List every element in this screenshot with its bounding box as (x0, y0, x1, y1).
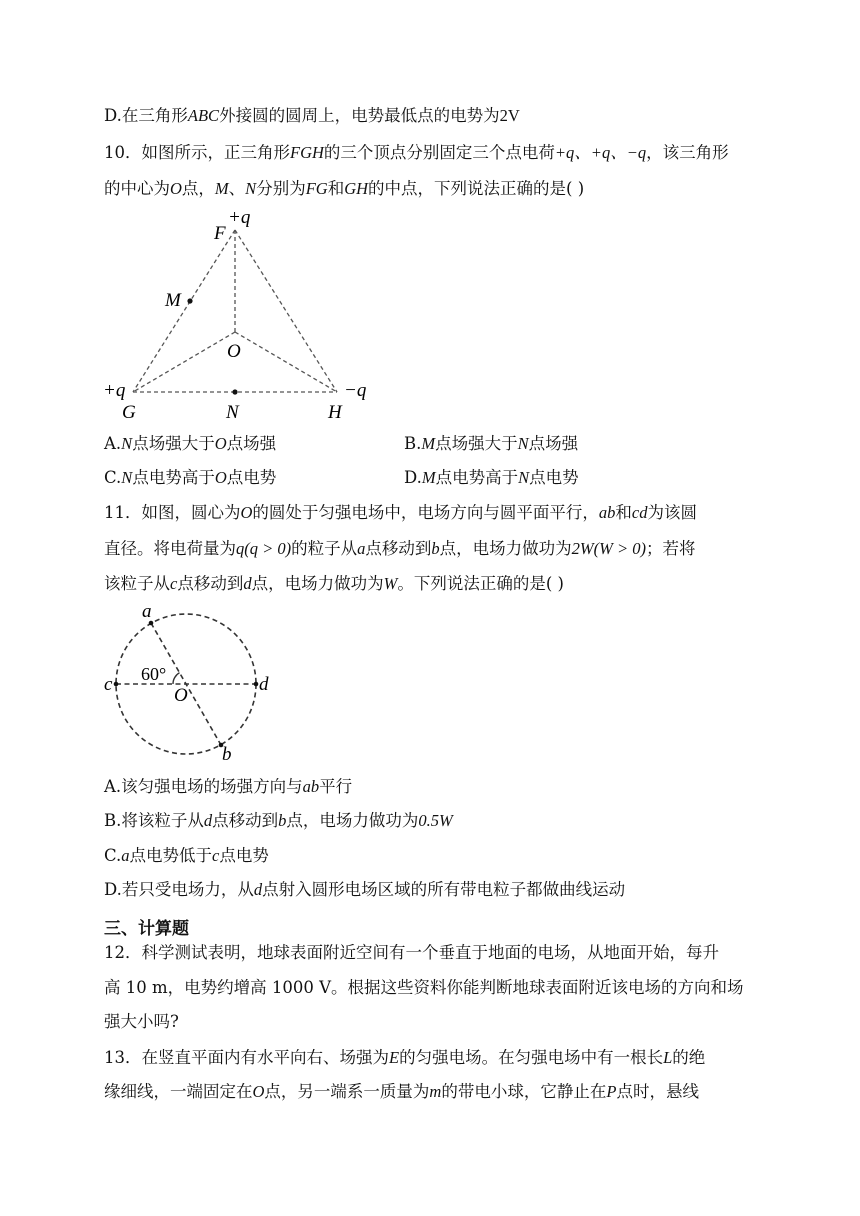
label-b: b (222, 744, 232, 765)
q10-option-d: D.M点电势高于N点电势 (404, 468, 579, 487)
label-a: a (142, 601, 152, 622)
q11-option-b: B.将该粒子从d点移动到b点，电场力做功为0.5W (104, 811, 453, 830)
q11-stem-line3: 该粒子从c点移动到d点，电场力做功为W。下列说法正确的是( ) (104, 574, 564, 593)
q11-option-c: C.a点电势低于c点电势 (104, 846, 269, 865)
label-f: F (214, 223, 226, 244)
label-n: N (226, 402, 239, 423)
label-o: O (174, 685, 188, 706)
charge-g-label: +q (103, 380, 126, 401)
q11-circle-figure (100, 600, 290, 765)
q12-line2: 高 10 m，电势约增高 1000 V。根据这些资料你能判断地球表面附近该电场的方向和场 (104, 978, 744, 997)
q12-line1: 12．科学测试表明，地球表面附近空间有一个垂直于地面的电场，从地面开始，每升 (104, 943, 719, 962)
charge-f-label: +q (228, 207, 251, 228)
point-c-dot (114, 682, 119, 687)
q13-line1: 13．在竖直平面内有水平向右、场强为E的匀强电场。在匀强电场中有一根长L的绝 (104, 1048, 706, 1067)
charge-h-label: −q (344, 380, 367, 401)
label-d: d (259, 674, 269, 695)
q10-option-c: C.N点电势高于O点电势 (104, 468, 277, 487)
label-o: O (227, 341, 241, 362)
q10-option-a: A.N点场强大于O点场强 (104, 434, 277, 453)
q11-stem-line2: 直径。将电荷量为q(q > 0)的粒子从a点移动到b点，电场力做功为2W(W > 0)；若将 (104, 539, 696, 558)
q10-option-b: B.M点场强大于N点场强 (404, 434, 579, 453)
label-g: G (122, 402, 136, 423)
q11-option-a: A.该匀强电场的场强方向与ab平行 (104, 777, 353, 796)
q9-option-d: D.在三角形ABC外接圆的圆周上，电势最低点的电势为2V (104, 106, 520, 125)
q10-triangle-figure (95, 205, 385, 425)
q11-option-d: D.若只受电场力，从d点射入圆形电场区域的所有带电粒子都做曲线运动 (104, 880, 626, 899)
section-heading-calculation: 三、计算题 (104, 919, 189, 939)
label-c: c (104, 674, 113, 695)
q10-stem-line2: 的中心为O点，M、N分别为FG和GH的中点，下列说法正确的是( ) (104, 179, 585, 198)
q13-line2: 缘细线，一端固定在O点，另一端系一质量为m的带电小球，它静止在P点时，悬线 (104, 1082, 699, 1101)
angle-label: 60° (141, 664, 167, 684)
label-m: M (165, 290, 181, 311)
q12-line3: 强大小吗? (104, 1012, 179, 1031)
label-h: H (328, 402, 342, 423)
point-d-dot (254, 682, 259, 687)
point-m-dot (187, 298, 192, 303)
q10-stem-line1: 10．如图所示，正三角形FGH的三个顶点分别固定三个点电荷+q、+q、−q，该三角形 (104, 143, 729, 162)
point-n-dot (232, 389, 237, 394)
q11-stem-line1: 11．如图，圆心为O的圆处于匀强电场中，电场方向与圆平面平行，ab和cd为该圆 (104, 503, 697, 522)
